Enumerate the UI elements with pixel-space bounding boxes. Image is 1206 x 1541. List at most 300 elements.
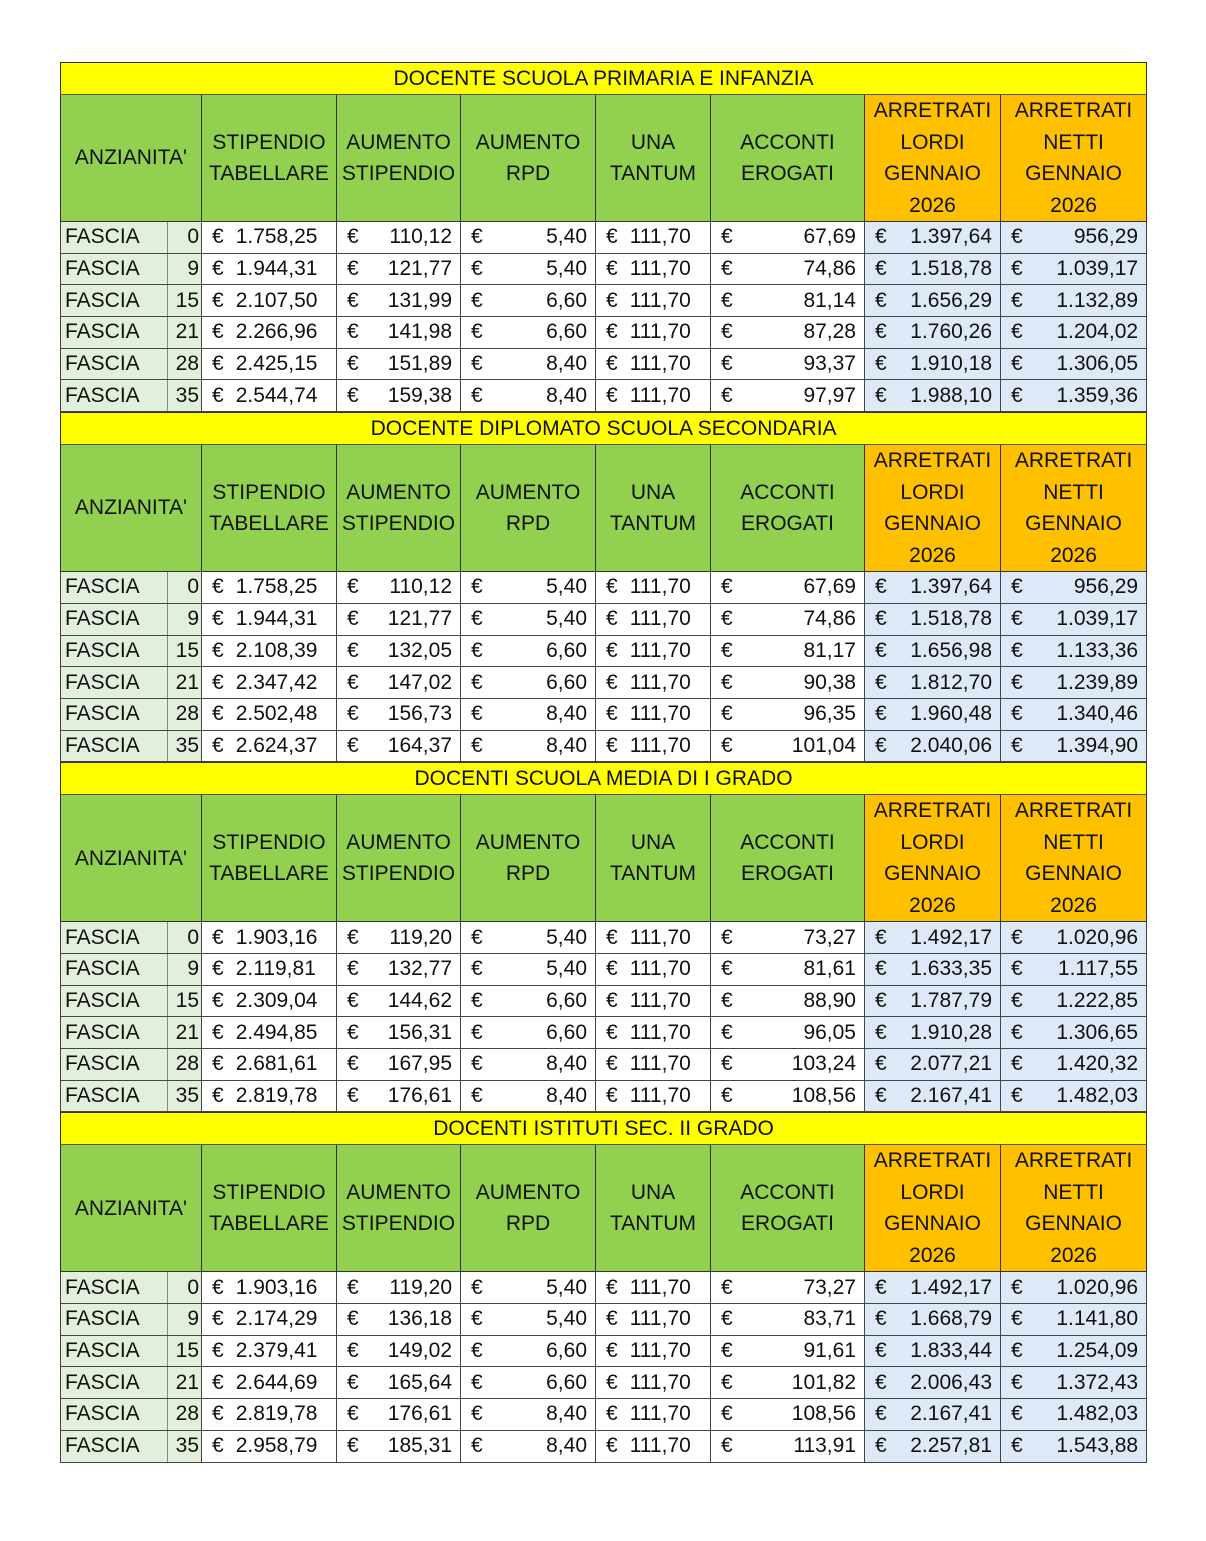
amount: 1.910,18 <box>910 352 992 376</box>
euro-sign: € <box>875 288 887 312</box>
cell-aumento-stipendio <box>337 1049 461 1081</box>
cell-aumento-rpd <box>461 222 596 254</box>
cell-aumento-stipendio <box>337 635 461 667</box>
amount: 8,40 <box>546 352 587 376</box>
euro-sign: € <box>1011 1434 1023 1458</box>
cell-aumento-rpd <box>461 253 596 285</box>
amount: 1.039,17 <box>1056 607 1139 631</box>
amount: 90,38 <box>803 670 856 694</box>
cell-stipendio-tabellare <box>202 667 337 699</box>
euro-sign: € <box>721 1084 733 1108</box>
amount: 1.482,03 <box>1056 1084 1139 1108</box>
euro-sign: € <box>347 702 359 726</box>
cell-una-tantum <box>596 1367 711 1399</box>
header-line: STIPENDIO <box>212 830 326 854</box>
amount: 5,40 <box>546 225 587 249</box>
amount: 1.492,17 <box>910 925 992 949</box>
cell-arretrati-netti <box>1001 635 1147 667</box>
section-title: DOCENTE DIPLOMATO SCUOLA SECONDARIA <box>61 413 1147 445</box>
cell-arretrati-netti <box>1001 603 1147 635</box>
euro-sign: € <box>347 288 359 312</box>
header-line: ARRETRATI <box>1014 1149 1133 1173</box>
amount: 2.958,79 <box>235 1434 318 1458</box>
cell-arretrati-lordi <box>865 285 1001 317</box>
header-line: TABELLARE <box>209 1212 329 1236</box>
euro-sign: € <box>347 733 359 757</box>
fascia-label: FASCIA <box>61 667 168 699</box>
amount: 1.340,46 <box>1056 702 1139 726</box>
amount: 2.006,43 <box>910 1370 992 1394</box>
euro-sign: € <box>212 607 224 631</box>
amount: 2.040,06 <box>910 733 992 757</box>
header-arretrati-netti <box>1001 1145 1147 1272</box>
cell-arretrati-lordi <box>865 1335 1001 1367</box>
cell-stipendio-tabellare <box>202 1272 337 1304</box>
cell-una-tantum <box>596 1399 711 1431</box>
amount: 1.543,88 <box>1056 1434 1139 1458</box>
euro-sign: € <box>347 1084 359 1108</box>
cell-arretrati-netti <box>1001 1430 1147 1462</box>
amount: 8,40 <box>546 1402 587 1426</box>
cell-arretrati-lordi <box>865 730 1001 762</box>
amount: 1.306,65 <box>1056 1020 1139 1044</box>
amount: 6,60 <box>546 1370 587 1394</box>
euro-sign: € <box>1011 320 1023 344</box>
amount: 1.656,98 <box>910 638 992 662</box>
header-line: GENNAIO <box>1025 862 1122 886</box>
amount: 111,70 <box>629 733 691 757</box>
header-line: ARRETRATI <box>873 449 992 473</box>
cell-arretrati-lordi <box>865 317 1001 349</box>
cell-una-tantum <box>596 1304 711 1336</box>
header-anzianita: ANZIANITA' <box>61 95 202 222</box>
header-aumento-stipendio <box>337 445 461 572</box>
table-row <box>61 285 1147 317</box>
cell-arretrati-netti <box>1001 1304 1147 1336</box>
euro-sign: € <box>721 225 733 249</box>
euro-sign: € <box>721 575 733 599</box>
amount: 1.372,43 <box>1056 1370 1139 1394</box>
header-una-tantum <box>596 1145 711 1272</box>
amount: 149,02 <box>387 1339 452 1363</box>
euro-sign: € <box>471 1434 483 1458</box>
amount: 156,73 <box>387 702 452 726</box>
amount: 108,56 <box>791 1402 856 1426</box>
euro-sign: € <box>471 670 483 694</box>
amount: 111,70 <box>629 607 691 631</box>
cell-arretrati-netti <box>1001 1080 1147 1112</box>
header-arretrati-netti <box>1001 795 1147 922</box>
fascia-years: 35 <box>168 730 202 762</box>
euro-sign: € <box>875 1434 887 1458</box>
header-aumento-stipendio <box>337 795 461 922</box>
cell-aumento-rpd <box>461 698 596 730</box>
euro-sign: € <box>875 988 887 1012</box>
cell-una-tantum <box>596 1272 711 1304</box>
header-line: GENNAIO <box>1025 512 1122 536</box>
cell-arretrati-lordi <box>865 348 1001 380</box>
amount: 111,70 <box>629 1434 691 1458</box>
header-line: EROGATI <box>741 162 834 185</box>
euro-sign: € <box>212 1339 224 1363</box>
cell-arretrati-netti <box>1001 285 1147 317</box>
cell-aumento-stipendio <box>337 1304 461 1336</box>
table-row <box>61 222 1147 254</box>
cell-aumento-stipendio <box>337 1017 461 1049</box>
cell-stipendio-tabellare <box>202 222 337 254</box>
cell-arretrati-netti <box>1001 1017 1147 1049</box>
amount: 1.420,32 <box>1056 1052 1139 1076</box>
euro-sign: € <box>721 320 733 344</box>
amount: 121,77 <box>387 257 452 281</box>
cell-una-tantum <box>596 953 711 985</box>
amount: 1.306,05 <box>1056 352 1139 376</box>
euro-sign: € <box>347 1402 359 1426</box>
amount: 165,64 <box>387 1370 452 1394</box>
euro-sign: € <box>721 1020 733 1044</box>
cell-aumento-rpd <box>461 1399 596 1431</box>
euro-sign: € <box>212 1434 224 1458</box>
fascia-years: 21 <box>168 667 202 699</box>
euro-sign: € <box>606 1434 618 1458</box>
amount: 185,31 <box>387 1434 452 1458</box>
fascia-years: 28 <box>168 1399 202 1431</box>
euro-sign: € <box>471 288 483 312</box>
cell-arretrati-netti <box>1001 1335 1147 1367</box>
euro-sign: € <box>606 575 618 599</box>
euro-sign: € <box>471 607 483 631</box>
cell-stipendio-tabellare <box>202 1399 337 1431</box>
header-line: UNA <box>630 830 676 854</box>
fascia-label: FASCIA <box>61 635 168 667</box>
euro-sign: € <box>721 733 733 757</box>
amount: 1.020,96 <box>1056 925 1139 949</box>
amount: 1.758,25 <box>235 575 318 599</box>
cell-stipendio-tabellare <box>202 1049 337 1081</box>
amount: 159,38 <box>387 383 452 407</box>
euro-sign: € <box>212 1020 224 1044</box>
amount: 2.425,15 <box>235 352 318 376</box>
header-line: ACCONTI <box>740 130 835 154</box>
fascia-years: 0 <box>168 922 202 954</box>
euro-sign: € <box>721 1402 733 1426</box>
euro-sign: € <box>347 1020 359 1044</box>
cell-stipendio-tabellare <box>202 285 337 317</box>
header-una-tantum <box>596 95 711 222</box>
header-line: 2026 <box>909 893 956 917</box>
header-una-tantum <box>596 795 711 922</box>
euro-sign: € <box>875 1402 887 1426</box>
header-anzianita: ANZIANITA' <box>61 795 202 922</box>
euro-sign: € <box>1011 1275 1023 1299</box>
table-row <box>61 698 1147 730</box>
amount: 6,60 <box>546 288 587 312</box>
amount: 121,77 <box>387 607 452 631</box>
amount: 1.239,89 <box>1056 670 1139 694</box>
euro-sign: € <box>875 1084 887 1108</box>
section-title: DOCENTI SCUOLA MEDIA DI I GRADO <box>61 763 1147 795</box>
fascia-label: FASCIA <box>61 317 168 349</box>
cell-arretrati-netti <box>1001 922 1147 954</box>
section-block <box>60 412 1146 762</box>
salary-table <box>60 62 1147 412</box>
header-line: TANTUM <box>610 862 696 886</box>
amount: 176,61 <box>387 1402 452 1426</box>
amount: 1.812,70 <box>910 670 992 694</box>
cell-stipendio-tabellare <box>202 572 337 604</box>
table-row <box>61 1080 1147 1112</box>
header-line: 2026 <box>1050 1243 1097 1267</box>
euro-sign: € <box>212 1084 224 1108</box>
table-row <box>61 1367 1147 1399</box>
amount: 111,70 <box>629 352 691 376</box>
cell-acconti-erogati <box>711 1335 865 1367</box>
cell-una-tantum <box>596 1335 711 1367</box>
amount: 67,69 <box>803 575 856 599</box>
euro-sign: € <box>606 225 618 249</box>
cell-aumento-rpd <box>461 603 596 635</box>
cell-stipendio-tabellare <box>202 1017 337 1049</box>
euro-sign: € <box>212 1370 224 1394</box>
amount: 6,60 <box>546 670 587 694</box>
amount: 111,70 <box>629 383 691 407</box>
amount: 1.132,89 <box>1056 288 1139 312</box>
cell-una-tantum <box>596 1017 711 1049</box>
cell-stipendio-tabellare <box>202 253 337 285</box>
fascia-label: FASCIA <box>61 922 168 954</box>
amount: 111,70 <box>629 988 691 1012</box>
cell-arretrati-lordi <box>865 922 1001 954</box>
amount: 156,31 <box>387 1020 452 1044</box>
fascia-years: 15 <box>168 985 202 1017</box>
euro-sign: € <box>1011 575 1023 599</box>
amount: 108,56 <box>791 1084 856 1108</box>
table-row <box>61 603 1147 635</box>
header-line: UNA <box>630 1180 676 1204</box>
euro-sign: € <box>1011 1339 1023 1363</box>
euro-sign: € <box>347 1434 359 1458</box>
header-stipendio-tabellare <box>202 95 337 222</box>
header-line: AUMENTO <box>346 130 451 154</box>
amount: 2.502,48 <box>235 702 318 726</box>
euro-sign: € <box>347 638 359 662</box>
euro-sign: € <box>212 1307 224 1331</box>
cell-arretrati-lordi <box>865 1080 1001 1112</box>
amount: 2.624,37 <box>235 733 318 757</box>
euro-sign: € <box>347 988 359 1012</box>
euro-sign: € <box>212 988 224 1012</box>
cell-arretrati-lordi <box>865 635 1001 667</box>
amount: 1.760,26 <box>910 320 992 344</box>
fascia-label: FASCIA <box>61 1017 168 1049</box>
amount: 2.494,85 <box>235 1020 318 1044</box>
euro-sign: € <box>1011 957 1023 981</box>
header-arretrati-lordi <box>865 1145 1001 1272</box>
euro-sign: € <box>721 288 733 312</box>
euro-sign: € <box>875 257 887 281</box>
euro-sign: € <box>471 1052 483 1076</box>
euro-sign: € <box>1011 1402 1023 1426</box>
header-line: STIPENDIO <box>341 162 456 185</box>
euro-sign: € <box>471 1275 483 1299</box>
amount: 2.819,78 <box>235 1084 318 1108</box>
euro-sign: € <box>875 575 887 599</box>
cell-arretrati-lordi <box>865 1272 1001 1304</box>
cell-aumento-stipendio <box>337 603 461 635</box>
euro-sign: € <box>471 1370 483 1394</box>
euro-sign: € <box>471 1084 483 1108</box>
cell-aumento-rpd <box>461 1335 596 1367</box>
header-line: ARRETRATI <box>873 799 992 823</box>
cell-aumento-rpd <box>461 667 596 699</box>
amount: 5,40 <box>546 1307 587 1331</box>
amount: 2.174,29 <box>235 1307 318 1331</box>
header-line: ARRETRATI <box>873 99 992 122</box>
euro-sign: € <box>875 670 887 694</box>
header-line: STIPENDIO <box>341 1212 456 1236</box>
euro-sign: € <box>721 1052 733 1076</box>
header-line: AUMENTO <box>346 830 451 854</box>
section-block <box>60 62 1146 412</box>
header-line: TABELLARE <box>209 162 329 185</box>
cell-una-tantum <box>596 730 711 762</box>
section-title: DOCENTE SCUOLA PRIMARIA E INFANZIA <box>61 63 1147 95</box>
fascia-label: FASCIA <box>61 1399 168 1431</box>
cell-una-tantum <box>596 698 711 730</box>
cell-arretrati-lordi <box>865 1017 1001 1049</box>
amount: 6,60 <box>546 1020 587 1044</box>
fascia-years: 15 <box>168 285 202 317</box>
amount: 132,05 <box>387 638 452 662</box>
euro-sign: € <box>347 1339 359 1363</box>
euro-sign: € <box>1011 1307 1023 1331</box>
header-line: LORDI <box>900 830 965 854</box>
cell-aumento-rpd <box>461 1367 596 1399</box>
euro-sign: € <box>875 702 887 726</box>
amount: 2.379,41 <box>235 1339 318 1363</box>
euro-sign: € <box>606 988 618 1012</box>
cell-arretrati-lordi <box>865 1304 1001 1336</box>
fascia-years: 35 <box>168 380 202 412</box>
table-row <box>61 1017 1147 1049</box>
amount: 111,70 <box>629 638 691 662</box>
cell-una-tantum <box>596 1430 711 1462</box>
cell-arretrati-netti <box>1001 572 1147 604</box>
amount: 111,70 <box>629 1052 691 1076</box>
amount: 151,89 <box>387 352 452 376</box>
cell-arretrati-netti <box>1001 380 1147 412</box>
euro-sign: € <box>721 957 733 981</box>
euro-sign: € <box>471 638 483 662</box>
header-line: 2026 <box>1050 193 1097 217</box>
euro-sign: € <box>471 352 483 376</box>
amount: 88,90 <box>803 988 856 1012</box>
euro-sign: € <box>1011 670 1023 694</box>
euro-sign: € <box>606 288 618 312</box>
euro-sign: € <box>606 1370 618 1394</box>
header-line: ACCONTI <box>740 480 835 504</box>
amount: 110,12 <box>389 575 452 599</box>
cell-una-tantum <box>596 253 711 285</box>
amount: 113,91 <box>793 1434 856 1458</box>
cell-acconti-erogati <box>711 572 865 604</box>
cell-aumento-rpd <box>461 1304 596 1336</box>
cell-stipendio-tabellare <box>202 317 337 349</box>
euro-sign: € <box>1011 733 1023 757</box>
euro-sign: € <box>212 1052 224 1076</box>
euro-sign: € <box>347 225 359 249</box>
header-line: 2026 <box>909 543 956 567</box>
salary-table <box>60 762 1147 1112</box>
header-line: UNA <box>630 480 676 504</box>
euro-sign: € <box>606 1020 618 1044</box>
fascia-years: 21 <box>168 1017 202 1049</box>
fascia-years: 28 <box>168 348 202 380</box>
cell-acconti-erogati <box>711 698 865 730</box>
cell-aumento-rpd <box>461 635 596 667</box>
fascia-years: 0 <box>168 1272 202 1304</box>
header-line: ARRETRATI <box>1014 449 1133 473</box>
salary-table <box>60 1112 1147 1462</box>
amount: 1.359,36 <box>1056 383 1139 407</box>
header-stipendio-tabellare <box>202 795 337 922</box>
cell-arretrati-netti <box>1001 1399 1147 1431</box>
header-line: TANTUM <box>610 512 696 536</box>
amount: 110,12 <box>389 225 452 249</box>
cell-stipendio-tabellare <box>202 698 337 730</box>
cell-aumento-stipendio <box>337 730 461 762</box>
fascia-label: FASCIA <box>61 730 168 762</box>
amount: 1.518,78 <box>910 257 992 281</box>
euro-sign: € <box>471 1307 483 1331</box>
cell-stipendio-tabellare <box>202 953 337 985</box>
header-line: TABELLARE <box>209 862 329 886</box>
fascia-years: 21 <box>168 1367 202 1399</box>
amount: 1.482,03 <box>1056 1402 1139 1426</box>
euro-sign: € <box>606 607 618 631</box>
amount: 1.910,28 <box>910 1020 992 1044</box>
cell-aumento-rpd <box>461 1049 596 1081</box>
euro-sign: € <box>212 670 224 694</box>
header-line: TANTUM <box>610 1212 696 1236</box>
cell-stipendio-tabellare <box>202 1430 337 1462</box>
cell-acconti-erogati <box>711 1399 865 1431</box>
amount: 81,61 <box>803 957 856 981</box>
header-line: STIPENDIO <box>212 480 326 504</box>
amount: 111,70 <box>629 257 691 281</box>
header-line: GENNAIO <box>884 862 981 886</box>
amount: 1.141,80 <box>1056 1307 1139 1331</box>
euro-sign: € <box>1011 925 1023 949</box>
cell-aumento-rpd <box>461 380 596 412</box>
fascia-label: FASCIA <box>61 348 168 380</box>
euro-sign: € <box>721 925 733 949</box>
euro-sign: € <box>212 257 224 281</box>
amount: 5,40 <box>546 925 587 949</box>
amount: 164,37 <box>387 733 452 757</box>
header-line: RPD <box>505 512 551 536</box>
euro-sign: € <box>721 1307 733 1331</box>
euro-sign: € <box>875 225 887 249</box>
euro-sign: € <box>471 320 483 344</box>
amount: 132,77 <box>387 957 452 981</box>
amount: 2.544,74 <box>235 383 318 407</box>
cell-acconti-erogati <box>711 1272 865 1304</box>
amount: 119,20 <box>389 1275 452 1299</box>
euro-sign: € <box>1011 1084 1023 1108</box>
header-line: EROGATI <box>741 862 834 886</box>
cell-una-tantum <box>596 985 711 1017</box>
